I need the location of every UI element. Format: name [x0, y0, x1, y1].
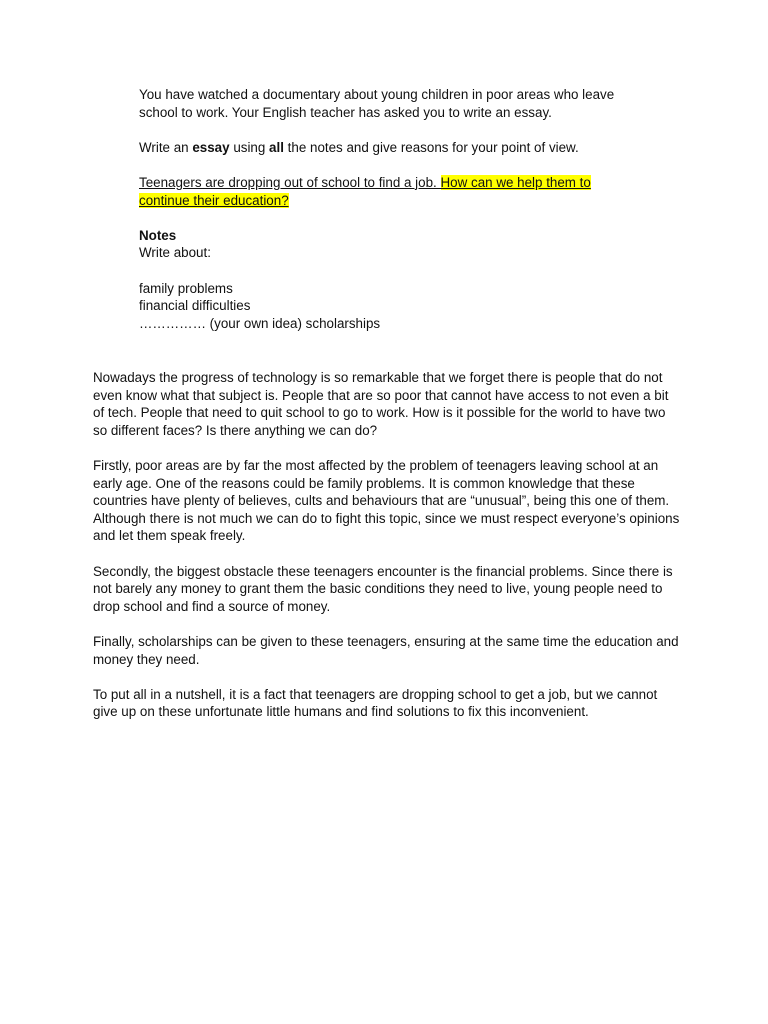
essay-body: [93, 369, 683, 738]
prompt-topic: [139, 174, 639, 209]
prompt-instruction: [139, 139, 639, 157]
notes-item-financial: financial difficulties: [139, 298, 251, 314]
instruction-all-bold: all: [269, 139, 284, 155]
instruction-essay-bold: essay: [192, 139, 230, 155]
notes-item-family: family problems: [139, 280, 233, 296]
task-prompt: [139, 86, 639, 332]
essay-paragraph-conclusion: To put all in a nutshell, it is a fact that teenagers are dropping school to get a job, but we cannot give up on these unfortunate little humans and find solutions to fix this inconvenient.: [93, 686, 658, 720]
essay-paragraph-intro: Nowadays the progress of technology is so remarkable that we forget there is people that do not even know what that subject is. People that are so poor that cannot have access to not even a bit of tech. People that need to quit school to go to work. How is it possible for the world to have two so different faces? Is there anything we can do?: [93, 370, 669, 438]
topic-question-highlight: How can we help them to continue their education?: [139, 174, 591, 208]
spacer: [139, 262, 639, 280]
spacer: [139, 121, 639, 139]
essay-paragraph-finally: Finally, scholarships can be given to these teenagers, ensuring at the same time the education and money they need.: [93, 633, 679, 667]
instruction-mid: using: [229, 139, 270, 155]
essay-paragraph-firstly: Firstly, poor areas are by far the most affected by the problem of teenagers leaving school at an early age. One of the reasons could be family problems. It is common knowledge that these countries have plenty of believes, cults and behaviours that are “unusual”, being this one of them. Although there is not much we can do to fight this topic, since we must respect everyone’s opinions and let them speak freely.: [93, 457, 680, 544]
notes-item-own-idea: …………… (your own idea) scholarships: [139, 315, 381, 331]
prompt-intro: You have watched a documentary about young children in poor areas who leave school to work. Your English teacher has asked you to write an essay.: [139, 87, 615, 120]
spacer: [139, 156, 639, 174]
spacer: [139, 209, 639, 227]
essay-paragraph-secondly: Secondly, the biggest obstacle these teenagers encounter is the financial problems. Since there is not barely any money to grant them the basic conditions they need to live, young people need to drop school and find a source of money.: [93, 563, 673, 614]
instruction-post: the notes and give reasons for your point of view.: [283, 139, 579, 155]
topic-statement: Teenagers are dropping out of school to find a job.: [139, 174, 441, 190]
notes-heading: Notes: [139, 227, 177, 243]
notes-write-about: Write about:: [139, 245, 211, 261]
instruction-pre: Write an: [139, 139, 193, 155]
